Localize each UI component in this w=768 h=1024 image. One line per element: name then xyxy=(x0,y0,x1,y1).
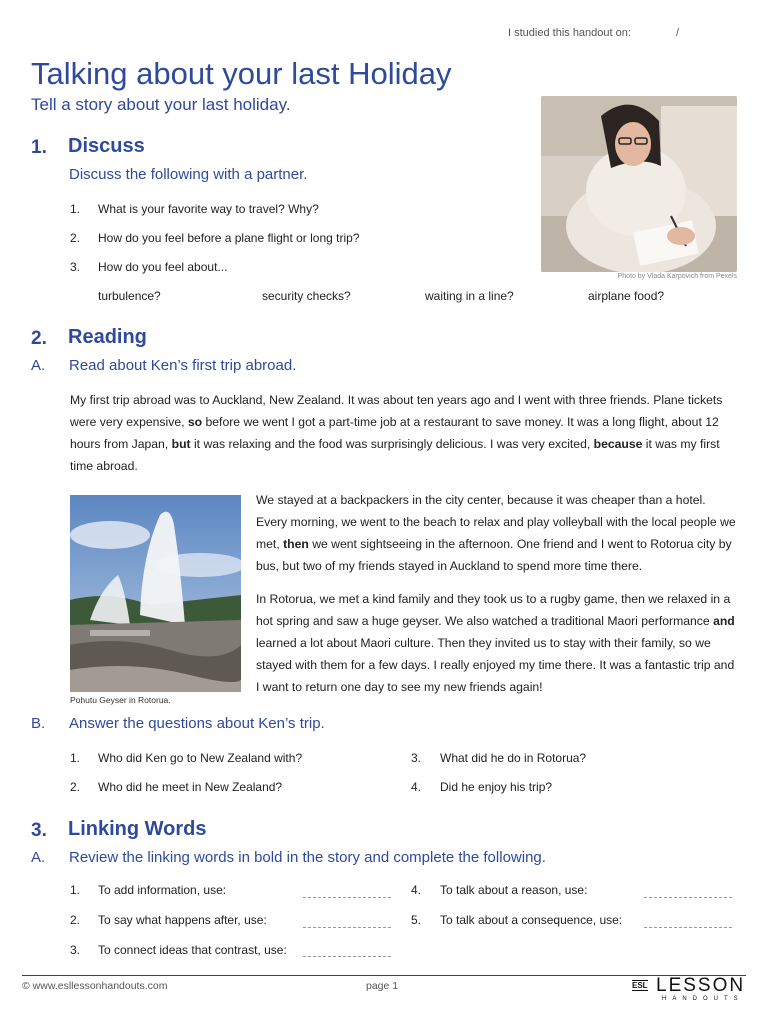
geyser-photo xyxy=(70,495,241,692)
answer-blank[interactable] xyxy=(303,897,391,898)
section3-a-instruction: Review the linking words in bold in the story and complete the following. xyxy=(69,849,546,866)
discuss-question: What is your favorite way to travel? Why? xyxy=(98,202,319,216)
section1-number: 1. xyxy=(31,137,47,158)
linking-word: and xyxy=(713,614,735,628)
question-number: 4. xyxy=(411,780,422,794)
linking-word: because xyxy=(593,437,643,451)
section2-b-letter: B. xyxy=(31,715,46,732)
section3-number: 3. xyxy=(31,820,47,841)
answer-blank[interactable] xyxy=(644,927,732,928)
study-date-line xyxy=(508,27,679,39)
section2-number: 2. xyxy=(31,328,47,349)
reading-question: Who did he meet in New Zealand? xyxy=(98,780,283,794)
item-number: 3. xyxy=(70,943,81,957)
reading-question: Who did Ken go to New Zealand with? xyxy=(98,751,303,765)
linking-prompt: To talk about a consequence, use: xyxy=(440,913,623,927)
question-number: 1. xyxy=(70,202,81,216)
linking-prompt: To say what happens after, use: xyxy=(98,913,267,927)
copyright: © www.esllessonhandouts.com xyxy=(22,980,168,992)
item-number: 1. xyxy=(70,883,81,897)
section2-a-instruction: Read about Ken’s first trip abroad. xyxy=(69,357,297,374)
photo-caption: Pohutu Geyser in Rotorua. xyxy=(70,695,171,705)
photo-credit: Photo by Vlada Karpovich from Pexels xyxy=(617,273,737,280)
linking-prompt: To connect ideas that contrast, use: xyxy=(98,943,287,957)
question-number: 2. xyxy=(70,780,81,794)
woman-writing-photo xyxy=(541,96,737,272)
answer-blank[interactable] xyxy=(303,927,391,928)
logo-handouts: HANDOUTS xyxy=(662,996,744,1002)
item-number: 2. xyxy=(70,913,81,927)
discuss-option: turbulence? xyxy=(98,289,161,303)
discuss-option: airplane food? xyxy=(588,289,665,303)
question-number: 3. xyxy=(411,751,422,765)
question-number: 3. xyxy=(70,260,81,274)
section2-b-instruction: Answer the questions about Ken’s trip. xyxy=(69,715,325,732)
logo-esl: ESL xyxy=(632,981,648,990)
discuss-option: waiting in a line? xyxy=(425,289,514,303)
page-title: Talking about your last Holiday xyxy=(31,56,452,91)
discuss-option: security checks? xyxy=(262,289,351,303)
story-paragraph-1: My first trip abroad was to Auckland, New Zealand. It was about ten years ago and I went with three friends. Plane tickets were very expensive, so before we went I got a part-time job at a restaurant to save money. It was a long flight, about 12 hours from Japan, but it was relaxing and the food was surprisingly delicious. I was very excited, because it was my first time abroad. xyxy=(70,393,723,473)
linking-prompt: To add information, use: xyxy=(98,883,227,897)
section3-heading: Linking Words xyxy=(68,818,207,840)
linking-word: so xyxy=(187,415,203,429)
discuss-question: How do you feel before a plane flight or long trip? xyxy=(98,231,360,245)
section1-heading: Discuss xyxy=(68,135,145,157)
item-number: 4. xyxy=(411,883,422,897)
question-number: 1. xyxy=(70,751,81,765)
story-paragraph-2: We stayed at a backpackers in the city center, because it was cheaper than a hotel. Every morning, we went to the beach to relax and play volleyball with the local people we met, then we went sightseeing in the afternoon. One friend and I went to Rotorua city by bus, but two of my friends stayed in Auckland to spend more time there. xyxy=(256,493,736,573)
section2-a-letter: A. xyxy=(31,357,46,374)
item-number: 5. xyxy=(411,913,422,927)
studied-label: I studied this handout on: xyxy=(508,27,631,39)
logo-lesson: LESSON xyxy=(656,975,746,996)
section3-a-letter: A. xyxy=(31,849,46,866)
page-number: page 1 xyxy=(366,980,399,992)
linking-word: then xyxy=(283,537,309,551)
section2-heading: Reading xyxy=(68,326,147,348)
answer-blank[interactable] xyxy=(644,897,732,898)
esl-lesson-logo xyxy=(632,975,746,1005)
linking-prompt: To talk about a reason, use: xyxy=(440,883,588,897)
story-paragraph-3: In Rotorua, we met a kind family and they took us to a rugby game, then we relaxed in a hot spring and saw a huge geyser. We also watched a traditional Maori performance and learned a lot about Maori culture. Then they invited us to stay with their family, so we stayed with them for a few days. I really enjoyed my time there. It was a fantastic trip and I want to return one day to see my new friends again! xyxy=(256,592,735,694)
date-separator: / xyxy=(676,27,680,39)
question-number: 2. xyxy=(70,231,81,245)
reading-question: What did he do in Rotorua? xyxy=(440,751,587,765)
page-subtitle: Tell a story about your last holiday. xyxy=(31,95,291,114)
reading-question: Did he enjoy his trip? xyxy=(440,780,553,794)
answer-blank[interactable] xyxy=(303,956,391,957)
discuss-question: How do you feel about... xyxy=(98,260,228,274)
linking-word: but xyxy=(171,437,191,451)
section1-instruction: Discuss the following with a partner. xyxy=(69,166,308,183)
